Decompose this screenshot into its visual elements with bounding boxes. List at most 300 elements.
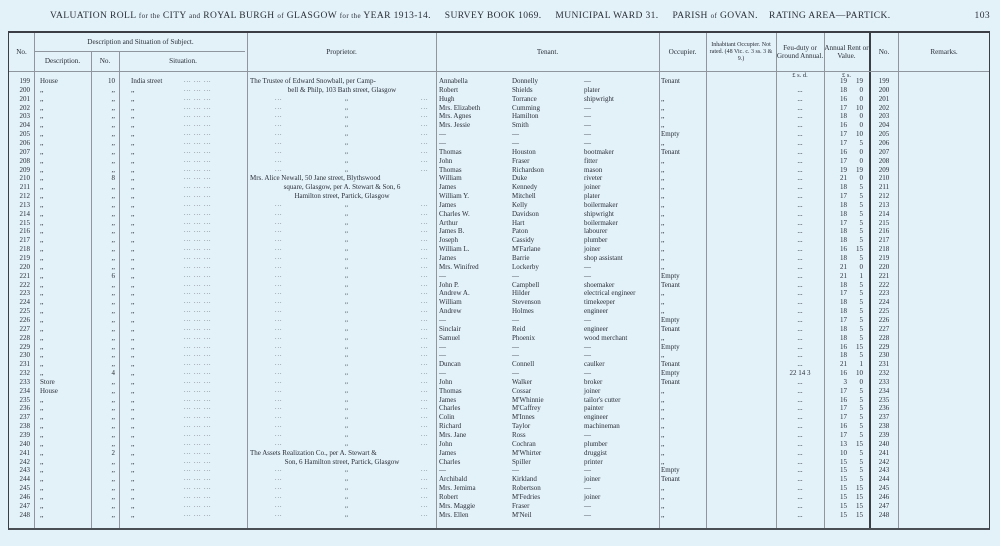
page-number: 103	[974, 11, 990, 21]
tenant-first-name: Charles	[439, 404, 461, 413]
house-number: ,,	[111, 431, 115, 439]
house-number: ,,	[111, 192, 115, 201]
rent-pounds: 15	[840, 466, 847, 475]
tenant-surname: Hamilton	[512, 112, 539, 121]
leader-dots: ...	[421, 361, 429, 368]
house-number: ,,	[111, 333, 115, 342]
rent-pounds: 10	[840, 448, 847, 457]
table-row	[9, 396, 991, 405]
leader-dots: ...	[275, 316, 283, 323]
feu-duty: ...	[797, 218, 803, 227]
tenant-occupation: plater	[584, 85, 600, 94]
feu-duty: ...	[797, 342, 803, 351]
table-row	[9, 281, 991, 290]
row-number-right: 236	[878, 404, 890, 413]
ditto-mark: ,,	[345, 502, 348, 509]
tenant-surname: Taylor	[512, 422, 531, 431]
row-number-right: 235	[878, 395, 890, 404]
tenant-surname: Hart	[512, 218, 525, 227]
ditto-mark: ,,	[345, 122, 348, 129]
row-number-right: 221	[878, 271, 890, 280]
rent-pounds: 15	[840, 475, 847, 484]
row-number-right: 222	[878, 280, 890, 289]
leader-dots: ... ... ...	[184, 502, 212, 509]
tenant-first-name: William	[439, 298, 462, 307]
description: ,,	[40, 324, 44, 333]
leader-dots: ...	[275, 370, 283, 377]
tenant-first-name: Samuel	[439, 333, 460, 342]
tenant-first-name: Mrs. Jessie	[439, 121, 471, 130]
situation: ,,	[131, 103, 135, 112]
tenant-occupation: mason	[584, 165, 603, 174]
table-row	[9, 502, 991, 511]
row-number: 200	[19, 85, 30, 94]
rent-pounds: 19	[840, 77, 847, 85]
leader-dots: ... ... ...	[184, 432, 212, 438]
rent-shillings: 5	[859, 138, 863, 147]
feu-duty: ...	[797, 377, 803, 386]
tenant-first-name: Mrs. Agnes	[439, 112, 472, 121]
table-row	[9, 254, 991, 263]
house-number: ,,	[111, 245, 115, 254]
leader-dots: ...	[421, 423, 429, 430]
house-number: ,,	[111, 413, 115, 422]
rent-shillings: 5	[859, 351, 863, 360]
leader-dots: ...	[275, 308, 283, 315]
house-number: ,,	[111, 218, 115, 227]
tenant-first-name: John	[439, 156, 453, 165]
table-row	[9, 351, 991, 360]
proprietor-text: square, Glasgow, per A. Stewart & Son, 6	[283, 183, 401, 192]
row-number: 230	[19, 351, 30, 360]
house-number: ,,	[111, 112, 115, 121]
feu-duty: ...	[797, 484, 803, 493]
rent-pounds: 18	[840, 254, 847, 262]
occupier-status: ,,	[661, 510, 665, 519]
table-row	[9, 343, 991, 352]
description: ,,	[40, 103, 44, 112]
occupier-status: Empty	[661, 271, 680, 280]
house-number: ,,	[111, 475, 115, 484]
tenant-surname: Fraser	[512, 501, 530, 510]
feu-duty: ...	[797, 501, 803, 510]
row-number: 227	[19, 324, 30, 333]
description: ,,	[40, 262, 44, 271]
house-number: ,,	[111, 307, 115, 316]
description: ,,	[40, 431, 44, 439]
situation: ,,	[131, 457, 135, 466]
leader-dots: ...	[421, 476, 429, 483]
feu-duty: ...	[797, 94, 803, 103]
ditto-mark: ,,	[345, 210, 348, 217]
leader-dots: ...	[275, 263, 283, 270]
leader-dots: ... ... ...	[184, 325, 212, 332]
rent-shillings: 5	[859, 236, 863, 245]
description: ,,	[40, 174, 44, 183]
tenant-first-name: —	[439, 466, 446, 475]
occupier-status: ,,	[661, 439, 665, 448]
rent-pounds: 21	[840, 262, 847, 271]
rent-shillings: 15	[856, 484, 863, 493]
ditto-mark: ,,	[345, 255, 348, 261]
leader-dots: ...	[421, 299, 429, 306]
situation: ,,	[131, 448, 135, 457]
row-number: 224	[19, 298, 30, 307]
tenant-occupation: —	[584, 271, 591, 280]
row-number: 232	[19, 369, 30, 378]
leader-dots: ...	[421, 502, 429, 509]
tenant-occupation: shop assistant	[584, 254, 623, 262]
occupier-status: Tenant	[661, 77, 680, 85]
tenant-occupation: shoemaker	[584, 280, 615, 289]
rent-pounds: 18	[840, 298, 847, 307]
leader-dots: ...	[275, 131, 283, 138]
rent-pounds: 18	[840, 183, 847, 192]
row-number: 219	[19, 254, 30, 262]
row-number-right: 248	[878, 510, 890, 519]
table-row	[9, 263, 991, 272]
leader-dots: ... ... ...	[184, 440, 212, 447]
leader-dots: ...	[275, 255, 283, 261]
table-row	[9, 440, 991, 449]
table-row	[9, 431, 991, 440]
house-number: ,,	[111, 457, 115, 466]
occupier-status: ,,	[661, 351, 665, 360]
feu-duty: ...	[797, 466, 803, 475]
leader-dots: ...	[275, 352, 283, 359]
rent-pounds: 18	[840, 112, 847, 121]
tenant-surname: —	[512, 138, 519, 147]
description: ,,	[40, 85, 44, 94]
rent-pounds: 18	[840, 307, 847, 316]
row-number: 244	[19, 475, 30, 484]
leader-dots: ...	[421, 139, 429, 146]
description: ,,	[40, 130, 44, 139]
feu-duty: ...	[797, 510, 803, 519]
ditto-mark: ,,	[345, 414, 348, 421]
col-header-no2: No.	[878, 47, 890, 56]
occupier-status: ,,	[661, 298, 665, 307]
leader-dots: ... ... ...	[184, 334, 212, 341]
occupier-status: ,,	[661, 501, 665, 510]
tenant-first-name: Thomas	[439, 386, 462, 395]
tenant-first-name: —	[439, 138, 446, 147]
col-header-desc-group: Description and Situation of Subject.	[87, 37, 194, 46]
leader-dots: ... ... ...	[184, 361, 212, 368]
row-number-right: 231	[878, 360, 890, 369]
situation: ,,	[131, 85, 135, 94]
leader-dots: ...	[421, 432, 429, 438]
tenant-surname: Paton	[512, 227, 528, 236]
situation: ,,	[131, 404, 135, 413]
tenant-occupation: —	[584, 315, 591, 324]
leader-dots: ...	[421, 387, 429, 394]
tenant-occupation: painter	[584, 404, 604, 413]
occupier-status: Tenant	[661, 360, 680, 369]
rent-shillings: 5	[859, 298, 863, 307]
house-number: ,,	[111, 404, 115, 413]
rent-pounds: 17	[840, 192, 847, 201]
row-number: 211	[19, 183, 30, 192]
row-number: 223	[19, 289, 30, 298]
ditto-mark: ,,	[345, 467, 348, 474]
description: ,,	[40, 192, 44, 201]
house-number: ,,	[111, 165, 115, 174]
ditto-mark: ,,	[345, 334, 348, 341]
feu-duty: ...	[797, 200, 803, 209]
feu-duty: ...	[797, 254, 803, 262]
feu-duty: 22 14 3	[789, 369, 811, 378]
leader-dots: ...	[421, 352, 429, 359]
rent-shillings: 1	[859, 360, 863, 369]
leader-dots: ...	[275, 95, 283, 102]
situation: ,,	[131, 360, 135, 369]
table-row	[9, 174, 991, 183]
ditto-mark: ,,	[345, 272, 348, 279]
ditto-mark: ,,	[345, 361, 348, 368]
row-number: 239	[19, 431, 30, 439]
house-number: ,,	[111, 315, 115, 324]
house-number: ,,	[111, 439, 115, 448]
proprietor-text: The Assets Realization Co., per A. Stewart &	[250, 448, 377, 457]
col-header-number: No.	[99, 56, 111, 65]
table-row	[9, 325, 991, 334]
leader-dots: ...	[275, 334, 283, 341]
situation: ,,	[131, 501, 135, 510]
leader-dots: ... ... ...	[184, 219, 212, 226]
leader-dots: ...	[421, 255, 429, 261]
description: ,,	[40, 236, 44, 245]
tenant-surname: Kirkland	[512, 475, 537, 484]
rent-units-label: £ s.	[841, 72, 852, 80]
ditto-mark: ,,	[345, 104, 348, 111]
row-number: 216	[19, 227, 30, 236]
tenant-first-name: —	[439, 130, 446, 139]
situation: ,,	[131, 138, 135, 147]
table-row	[9, 245, 991, 254]
tenant-occupation: —	[584, 369, 591, 378]
description: ,,	[40, 289, 44, 298]
tenant-first-name: Arthur	[439, 218, 458, 227]
tenant-surname: M'Whinnie	[512, 395, 544, 404]
tenant-surname: M'Fedries	[512, 492, 541, 501]
rent-shillings: 0	[859, 262, 863, 271]
row-number: 205	[19, 130, 30, 139]
description: ,,	[40, 395, 44, 404]
tenant-surname: Cassidy	[512, 236, 535, 245]
feu-duty: ...	[797, 271, 803, 280]
row-number-right: 206	[878, 138, 890, 147]
house-number: ,,	[111, 510, 115, 519]
occupier-status: ,,	[661, 227, 665, 236]
leader-dots: ...	[275, 299, 283, 306]
rent-pounds: 15	[840, 510, 847, 519]
row-number-right: 218	[878, 245, 890, 254]
description: ,,	[40, 484, 44, 493]
leader-dots: ... ... ...	[184, 308, 212, 315]
table-row	[9, 334, 991, 343]
situation: ,,	[131, 484, 135, 493]
occupier-status: ,,	[661, 245, 665, 254]
tenant-first-name: Joseph	[439, 236, 459, 245]
leader-dots: ... ... ...	[184, 193, 212, 200]
feu-duty: ...	[797, 360, 803, 369]
situation: ,,	[131, 475, 135, 484]
leader-dots: ...	[275, 361, 283, 368]
situation: India street	[131, 77, 163, 85]
situation: ,,	[131, 510, 135, 519]
description: ,,	[40, 138, 44, 147]
description: ,,	[40, 227, 44, 236]
rating-area: RATING AREA—PARTICK.	[768, 11, 891, 21]
row-number-right: 228	[878, 333, 890, 342]
row-number-right: 227	[878, 324, 890, 333]
table-row	[9, 77, 991, 86]
situation: ,,	[131, 218, 135, 227]
leader-dots: ...	[275, 272, 283, 279]
leader-dots: ... ... ...	[184, 485, 212, 492]
feu-duty: ...	[797, 183, 803, 192]
leader-dots: ... ... ...	[184, 175, 212, 182]
leader-dots: ...	[421, 378, 429, 385]
leader-dots: ...	[421, 467, 429, 474]
table-row	[9, 422, 991, 431]
table-row	[9, 511, 991, 520]
leader-dots: ... ... ...	[184, 78, 212, 84]
leader-dots: ... ... ...	[184, 511, 212, 518]
row-number: 220	[19, 262, 30, 271]
rent-pounds: 18	[840, 351, 847, 360]
table-row	[9, 166, 991, 175]
house-number: 10	[108, 77, 115, 85]
feu-duty: ...	[797, 298, 803, 307]
situation: ,,	[131, 369, 135, 378]
feu-duty: ...	[797, 209, 803, 218]
tenant-occupation: plumber	[584, 439, 608, 448]
occupier-status: ,,	[661, 448, 665, 457]
rent-pounds: 21	[840, 271, 847, 280]
description: ,,	[40, 271, 44, 280]
tenant-surname: Fraser	[512, 156, 530, 165]
tenant-occupation: electrical engineer	[584, 289, 636, 298]
table-row	[9, 484, 991, 493]
row-number: 238	[19, 422, 30, 431]
row-number: 233	[19, 377, 30, 386]
tenant-surname: —	[512, 351, 519, 360]
occupier-status: ,,	[661, 422, 665, 431]
leader-dots: ... ... ...	[184, 157, 212, 164]
house-number: 2	[111, 448, 115, 457]
feu-duty: ...	[797, 457, 803, 466]
occupier-status: ,,	[661, 289, 665, 298]
row-number: 213	[19, 200, 30, 209]
rent-shillings: 19	[856, 77, 863, 85]
tenant-occupation: boilermaker	[584, 218, 618, 227]
ditto-mark: ,,	[345, 299, 348, 306]
row-number-right: 230	[878, 351, 890, 360]
row-number-right: 210	[878, 174, 890, 183]
rent-pounds: 17	[840, 103, 847, 112]
occupier-status: Tenant	[661, 324, 680, 333]
rent-shillings: 5	[859, 200, 863, 209]
leader-dots: ...	[275, 423, 283, 430]
leader-dots: ... ... ...	[184, 343, 212, 350]
rent-shillings: 5	[859, 254, 863, 262]
house-number: ,,	[111, 200, 115, 209]
occupier-status: Tenant	[661, 475, 680, 484]
tenant-occupation: —	[584, 466, 591, 475]
rent-pounds: 16	[840, 94, 847, 103]
situation: ,,	[131, 439, 135, 448]
feu-duty: ...	[797, 422, 803, 431]
situation: ,,	[131, 262, 135, 271]
tenant-occupation: —	[584, 510, 591, 519]
feu-duty: ...	[797, 85, 803, 94]
rent-shillings: 5	[859, 218, 863, 227]
tenant-first-name: Thomas	[439, 165, 462, 174]
leader-dots: ... ... ...	[184, 201, 212, 208]
row-number-right: 247	[878, 501, 890, 510]
feu-duty: ...	[797, 138, 803, 147]
tenant-occupation: bootmaker	[584, 147, 614, 156]
house-number: ,,	[111, 484, 115, 493]
tenant-first-name: Andrew A.	[439, 289, 470, 298]
tenant-first-name: William L.	[439, 245, 470, 254]
situation: ,,	[131, 94, 135, 103]
occupier-status: ,,	[661, 386, 665, 395]
ditto-mark: ,,	[345, 139, 348, 146]
rent-pounds: 3	[843, 377, 847, 386]
rent-shillings: 15	[856, 510, 863, 519]
description: Store	[40, 377, 55, 386]
feu-duty: ...	[797, 439, 803, 448]
house-number: ,,	[111, 209, 115, 218]
leader-dots: ...	[275, 405, 283, 412]
tenant-occupation: joiner	[584, 386, 601, 395]
leader-dots: ... ... ...	[184, 86, 212, 93]
row-number-right: 214	[878, 209, 890, 218]
situation: ,,	[131, 395, 135, 404]
occupier-status: ,,	[661, 209, 665, 218]
rent-shillings: 5	[859, 386, 863, 395]
row-number: 203	[19, 112, 30, 121]
leader-dots: ...	[421, 95, 429, 102]
leader-dots: ...	[421, 485, 429, 492]
description: ,,	[40, 298, 44, 307]
rent-pounds: 17	[840, 315, 847, 324]
rent-pounds: 18	[840, 333, 847, 342]
row-number: 209	[19, 165, 30, 174]
tenant-first-name: Andrew	[439, 307, 462, 316]
tenant-surname: —	[512, 271, 519, 280]
row-number-right: 207	[878, 147, 890, 156]
row-number-right: 211	[878, 183, 890, 192]
rent-shillings: 5	[859, 307, 863, 316]
rent-shillings: 5	[859, 457, 863, 466]
leader-dots: ...	[275, 343, 283, 350]
rent-shillings: 0	[859, 121, 863, 130]
tenant-first-name: —	[439, 271, 446, 280]
row-number-right: 216	[878, 227, 890, 236]
table-row	[9, 236, 991, 245]
tenant-first-name: Duncan	[439, 360, 461, 369]
occupier-status: ,,	[661, 484, 665, 493]
leader-dots: ...	[275, 210, 283, 217]
feu-duty: ...	[797, 351, 803, 360]
survey-book: SURVEY BOOK 1069.	[444, 11, 542, 21]
feu-units-label: £ s. d.	[792, 72, 808, 80]
rent-pounds: 18	[840, 236, 847, 245]
